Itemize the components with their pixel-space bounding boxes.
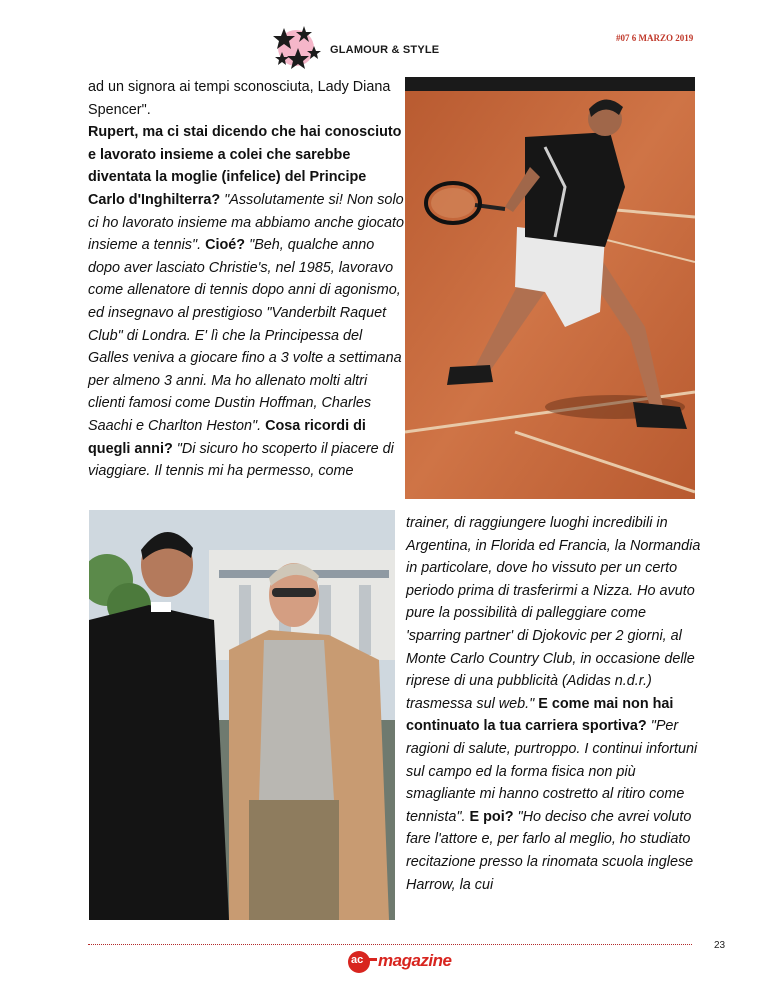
question-text: Cioé?	[205, 237, 246, 254]
answer-text: "Di sicuro ho scoperto il piacere di viaggiare. Il tennis mi ha permesso, come	[88, 440, 394, 480]
question-text: E come mai non hai continuato la tua carriera sportiva?	[406, 695, 674, 735]
page-number: 23	[714, 940, 726, 951]
tennis-player-photo	[405, 77, 695, 499]
question-text: Rupert, ma ci stai dicendo che hai conosciuto e lavorato insieme a colei che sarebbe diventata la moglie (infelice) del Principe Carlo d'Inghilterra?	[88, 124, 402, 208]
answer-text: "Per ragioni di salute, purtroppo. I continui infortuni sul campo ed la forma fisica non più smagliante mi hanno costretto al ritiro come tennista".	[406, 718, 698, 825]
article-column-left	[88, 76, 406, 483]
article-paragraph	[88, 76, 406, 121]
answer-text: "Beh, qualche anno dopo aver lasciato Christie's, nel 1985, lavoravo come allenatore di tennis dopo anni di agonismo, ed insegnavo al prestigioso "Vanderbilt Raquet Club" di Londra. E' lì che la Principessa del Galles veniva a giocare fino a 3 volte a settimana per almeno 3 anni. Ma ho allenato molti altri clienti famosi come Dustin Hoffman, Charles Saachi e Charlton Heston".	[88, 237, 402, 434]
question-text: E poi?	[469, 808, 514, 825]
article-column-right	[406, 512, 702, 896]
issue-date: #07 6 MARZO 2019	[616, 33, 694, 43]
answer-text: ad un signora ai tempi sconosciuta, Lady Diana Spencer".	[88, 79, 391, 118]
question-text: Cosa ricordi di quegli anni?	[88, 417, 366, 457]
pink-star-logo-icon	[270, 22, 324, 74]
answer-text: trainer, di raggiungere luoghi incredibili in Argentina, in Florida ed Francia, la Normandia in particolare, dove ho vissuto per un certo periodo prima di trasferirmi a Nizza. Ho avuto pure la possibilità di palleggiare come 'sparring partner' di Djokovic per 2 giorni, al Monte Carlo Country Club, in occasione delle riprese di una pubblicità (Adidas n.d.r.) trasmessa sul web."	[406, 515, 701, 712]
answer-text: "Ho deciso che avrei voluto fare l'attore e, per farlo al meglio, ho studiato recitazione presso la rinomata scuola inglese Harrow, la cui	[406, 808, 694, 893]
magazine-logo	[347, 948, 463, 976]
logo-text: magazine	[378, 951, 452, 970]
footer-divider	[88, 944, 692, 945]
logo-prefix: ac	[351, 954, 364, 966]
brand-title: GLAMOUR & STYLE	[330, 44, 440, 56]
answer-text: "Assolutamente si! Non solo ci ho lavorato insieme ma abbiamo anche giocato insieme a tennis".	[88, 191, 404, 254]
actors-photo	[89, 510, 395, 920]
article-paragraph	[406, 512, 702, 896]
article-paragraph	[88, 121, 406, 483]
